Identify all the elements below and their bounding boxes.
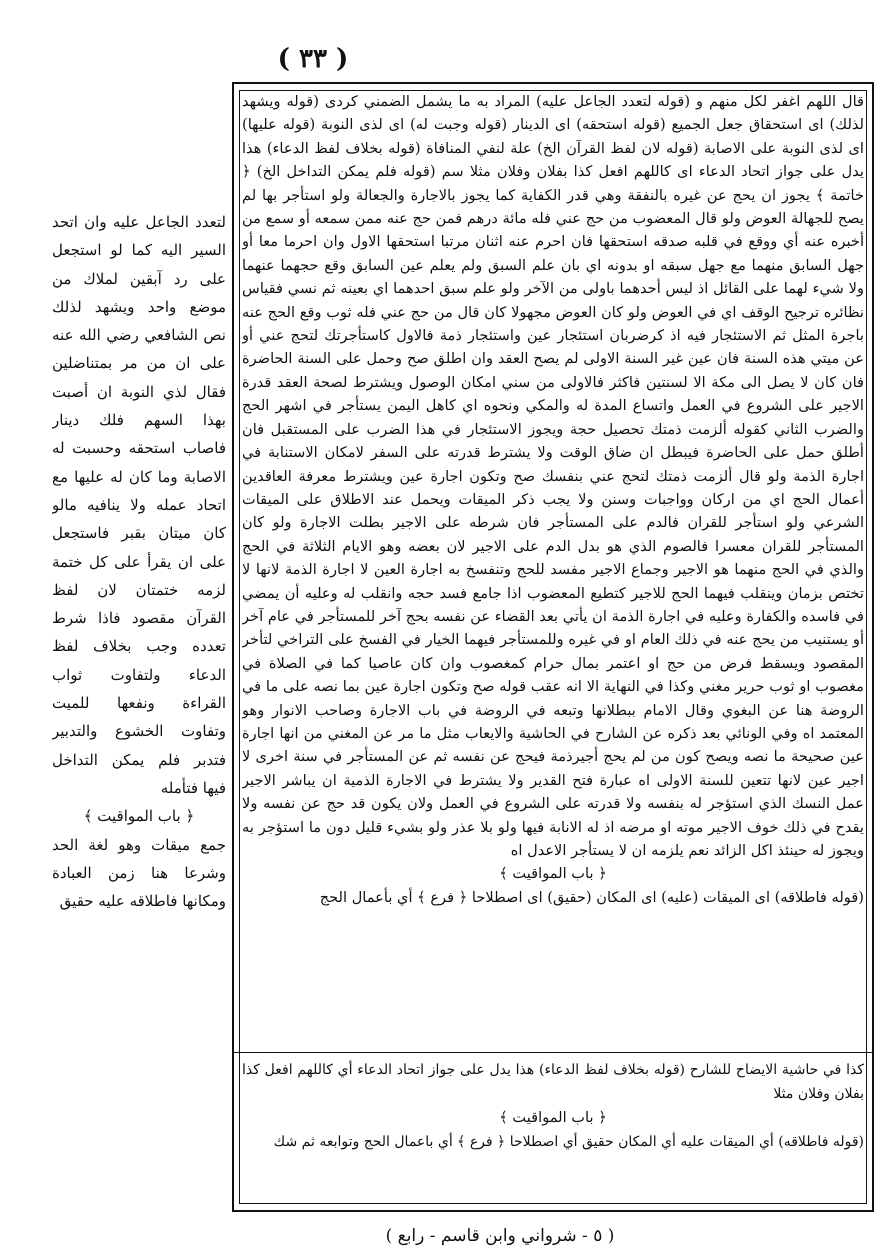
main-commentary <box>242 90 864 1042</box>
footnote-last-line: (قوله فاطلاقه) أي الميقات عليه أي المكان حقيق أي اصطلاحا ﴿ فرع ﴾ أي باعمال الحج وتوابعه ثم شك <box>273 1134 864 1150</box>
main-last-line: (قوله فاطلاقه) اى الميقات (عليه) اى المكان (حقيق) اى اصطلاحا ﴿ فرع ﴾ أي بأعمال الحج <box>319 888 864 906</box>
margin-section-heading: ﴿ باب المواقيت ﴾ <box>83 807 195 826</box>
main-paragraph: قال اللهم اغفر لكل منهم و (قوله لتعدد الجاعل عليه) المراد به ما يشمل الضمني كردى (قوله ويشهد لذلك) اى استحقاق جعل الجميع (قوله استحقه) اى الدينار (قوله وجبت له) اى لذى النوبة (قوله عليها) اى لذى النوبة على الاصابة (قوله لان لفظ القرآن الخ) علة لنفي المنافاة (قوله بخلاف لفظ الدعاء) هذا يدل على جواز اتحاد الدعاء اى كاللهم افعل كذا بفلان وفلان مثلا سم (قوله فلم يمكن التداخل الخ) ﴿ خاتمة ﴾ يجوز ان يحج عن غيره بالنفقة وهي قدر الكفاية كما يجوز بالاجارة والجعالة ولو استأجر بها لم يصح للجهالة العوض ولو قال المعضوب من حج عني فله مائة درهم فمن حج عنه ممن سمعه أو سمع من أخبره عنه أي ووقع في قلبه صدقه استحقها فان احرم عنه اثنان مرتبا استحقها الاول وان احرما معا أو جهل السابق منهما مع جهل سبقه او بدونه اي بان علم السبق ولم يعلم عين السابق وقع حجهما عنهما ولا شيء لهما على القائل اذ ليس أحدهما باولى من الآخر ولو علم سبق احدهما اي بعينه ثم نسي فقياس نظائره ترجيح الوقف اي في العوض ولو كان العوض مجهولا كان قال من حج عني فله ثوب وقع الحج عنه باجرة المثل ثم الاستئجار فيه اذ كرضربان استئجار عين واستئجار ذمة فالاول كاستأجرتك لتحج عني أو عن ميتي هذه السنة فان عين غير السنة الاولى لم يصح العقد وان اطلق صح وحمل على السنة الحاضرة فان كان لا يصل الى مكة الا لسنتين فاكثر فالاولى من سني امكان الوصول ويشترط لصحة العقد قدرة الاجير على الشروع في العمل واتساع المدة له والمكي ونحوه اي كاهل اليمن يستأجر في اشهر الحج والضرب الثاني كقوله ألزمت ذمتك تحصيل حجة ويجوز الاستئجار في هذا الضرب على المستقبل فان أطلق حمل على الحاضرة فيبطل ان ضاق الوقت ولا يشترط قدرته على السفر لامكان الاستنابة في اجارة الذمة ولو قال ألزمت ذمتك لتحج عني بنفسك صح وتكون اجارة عين ويشترط معرفة العاقدين أعمال الحج اي من اركان وواجبات وسنن ولا يجب ذكر الميقات ويحمل عند الاطلاق على الميقات الشرعي ولو استأجر للقران فالدم على المستأجر فان شرطه على الاجير بطلت الاجارة ولو كان المستأجر للقران معسرا فالصوم الذي هو بدل الدم على الاجير لان بعضه وهو الايام الثلاثة في الحج والذي في الحج منهما هو الاجير وجماع الاجير مفسد للحج وتنفسخ به اجارة العين لا اجارة الذمة لانها لا تختص بزمان وينقلب فيهما الحج للاجير كتطيع المعضوب اذا جامع فسد حجه وانقلب له وعليه أن يمضي في فاسده والكفارة وعليه في اجارة الذمة ان يأتي بعد القضاء عن نفسه بحج آخر للمستأجر في عام آخر أو يستنيب من يحج عنه في ذلك العام او في غيره وللمستأجر فيهما الخيار في الفسخ على التراخي لتأخر المقصود ويسقط فرض من حج او اعتمر بمال حرام كمغصوب وان كان عاصيا كما في الصلاة في مغصوب او ثوب حرير مغني وكذا في النهاية الا انه عقب قوله صح وتكون اجارة عين بما نصه على ما في الروضة هنا عن البغوي وقال الامام ببطلانها وتبعه في الروضة في باب الاجارة وصاحب الانوار وهو المعتمد اه وفي الونائي بعد ذكره عن الشارح في الحاشية والايعاب مثل ما مر عن المغني من انها اجارة عين صحيحة ما نصه ويصح كون من لم يحج أجيرذمة فيحج عن نفسه ثم عن المستأجر في سنة اخرى لا اجير عين لانها تتعين للسنة الاولى اه عبارة فتح القدير ولا يشترط في الاجارة الذمية ان يباشر الاجير عمل النسك الذي استؤجر له بنفسه ولا قدرته على الشروع في العمل ولان يكون قد حج عن نفسه ولا يقدح في ذلك خوف الاجير موته او مرضه اذ له الانابة فيها ولو بلا عذر ولو بشيء قليل دون ما استؤجر به ويجوز له حينئذ اكل الزائد نعم يلزمه ان لا يستأجر الاعدل اه <box>242 93 864 859</box>
footnote-paragraph: كذا في حاشية الايضاح للشارح (قوله بخلاف لفظ الدعاء) هذا يدل على جواز اتحاد الدعاء أي كاللهم افعل كذا بفلان وفلان مثلا <box>242 1062 864 1102</box>
text-frame <box>232 82 874 1212</box>
page-number: ( ٣٣ ) <box>277 44 349 74</box>
margin-notes-tail: جمع ميقات وهو لغة الحد وشرعا هنا زمن العبادة ومكانها فاطلاقه عليه حقيق <box>52 835 226 911</box>
footnote-block <box>242 1058 864 1206</box>
margin-notes-paragraph: لتعدد الجاعل عليه وان اتحد السير اليه كما لو استجعل على رد آبقين لملاك من موضع واحد ويشهد لذلك نص الشافعي رضي الله عنه على ان من مر بمتناضلين فقال لذي النوبة ان أصبت بهذا السهم فلك دينار فاصاب استحقه وحسبت له الاصابة وما كان له عليها مع اتحاد عمله ولا ينافيه مالو كان ميتان بقبر فاستجعل على ان يقرأ على كل ختمة لزمه ختمتان لان لفظ القرآن مقصود فاذا شرط تعدده وجب بخلاف لفظ الدعاء ولتفاوت ثواب القراءة ونفعها للميت وتفاوت الخشوع والتدبير فتدبر فلم يمكن التداخل فيها فتأمله <box>52 213 226 797</box>
main-section-heading: ﴿ باب المواقيت ﴾ <box>499 865 607 883</box>
margin-notes <box>52 208 226 1028</box>
footnote-section-heading: ﴿ باب المواقيت ﴾ <box>499 1109 607 1126</box>
footnote-separator <box>234 1052 872 1053</box>
source-line: ( ٥ - شرواني وابن قاسم - رابع ) <box>385 1226 615 1246</box>
